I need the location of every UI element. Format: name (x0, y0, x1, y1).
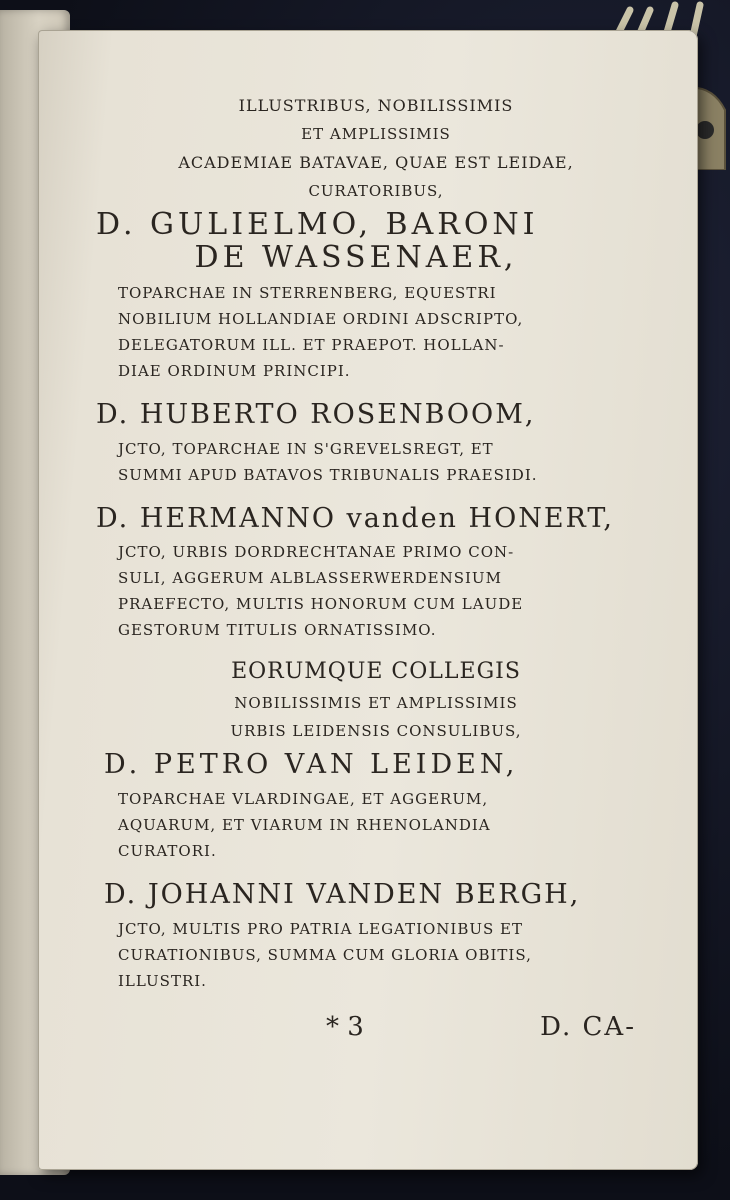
signature-mark: * 3 (326, 1011, 364, 1042)
consul-description (118, 786, 656, 864)
person-name: D. HERMANNO vanden HONERT, (96, 502, 615, 534)
person-description (118, 539, 656, 643)
description-line: AQUARUM, ET VIARUM IN RHENOLANDIA (118, 816, 491, 835)
dedication-line-2: ET AMPLISSIMIS (301, 125, 451, 143)
person-name: D. HUBERTO ROSENBOOM, (96, 399, 536, 430)
dedication-line-3: ACADEMIAE BATAVAE, QUAE EST LEIDAE, (178, 153, 574, 172)
description-line: SULI, AGGERUM ALBLASSERWERDENSIUM (118, 569, 502, 588)
description-line: CURATIONIBUS, SUMMA CUM GLORIA OBITIS, (118, 945, 532, 964)
book-page (38, 30, 698, 1170)
collegis-heading: EORUMQUE COLLEGIS (231, 659, 521, 685)
person-description (118, 280, 656, 384)
description-line: JCTO, TOPARCHAE IN S'GREVELSREGT, ET (118, 439, 494, 458)
description-line: TOPARCHAE VLARDINGAE, ET AGGERUM, (118, 790, 489, 809)
description-line: SUMMI APUD BATAVOS TRIBUNALIS PRAESIDI. (118, 465, 538, 484)
consul-name: D. JOHANNI VANDEN BERGH, (104, 879, 581, 911)
consul-description (118, 916, 656, 994)
description-line: GESTORUM TITULIS ORNATISSIMO. (118, 621, 437, 640)
consul-name: D. PETRO VAN LEIDEN, (104, 749, 519, 781)
person-entry (96, 208, 656, 384)
person-entry (96, 400, 656, 488)
description-line: JCTO, URBIS DORDRECHTANAE PRIMO CON- (118, 543, 515, 562)
description-line: TOPARCHAE IN STERRENBERG, EQUESTRI (118, 284, 497, 302)
consul-entry (96, 880, 656, 994)
description-line: NOBILIUM HOLLANDIAE ORDINI ADSCRIPTO, (118, 310, 524, 328)
description-line: ILLUSTRI. (118, 971, 207, 990)
page-footer (96, 1012, 656, 1052)
person-name: D. GULIELMO, BARONI (96, 207, 539, 242)
person-description (118, 436, 656, 488)
description-line: JCTO, MULTIS PRO PATRIA LEGATIONIBUS ET (118, 919, 524, 938)
person-entry (96, 504, 656, 644)
person-name-continued: DE WASSENAER, (194, 240, 518, 275)
description-line: DELEGATORUM ILL. ET PRAEPOT. HOLLAN- (118, 336, 505, 354)
catchword: D. CA- (540, 1011, 636, 1042)
consul-entry (96, 750, 656, 864)
collegis-line-3: URBIS LEIDENSIS CONSULIBUS, (230, 722, 522, 741)
dedication-line-4: CURATORIBUS, (308, 182, 444, 200)
description-line: DIAE ORDINUM PRINCIPI. (118, 362, 351, 380)
description-line: PRAEFECTO, MULTIS HONORUM CUM LAUDE (118, 595, 524, 614)
collegis-line-2: NOBILISSIMIS ET AMPLISSIMIS (234, 694, 518, 713)
dedication-text (96, 96, 656, 1052)
description-line: CURATORI. (118, 842, 217, 861)
dedication-line-1: ILLUSTRIBUS, NOBILISSIMIS (238, 96, 514, 115)
